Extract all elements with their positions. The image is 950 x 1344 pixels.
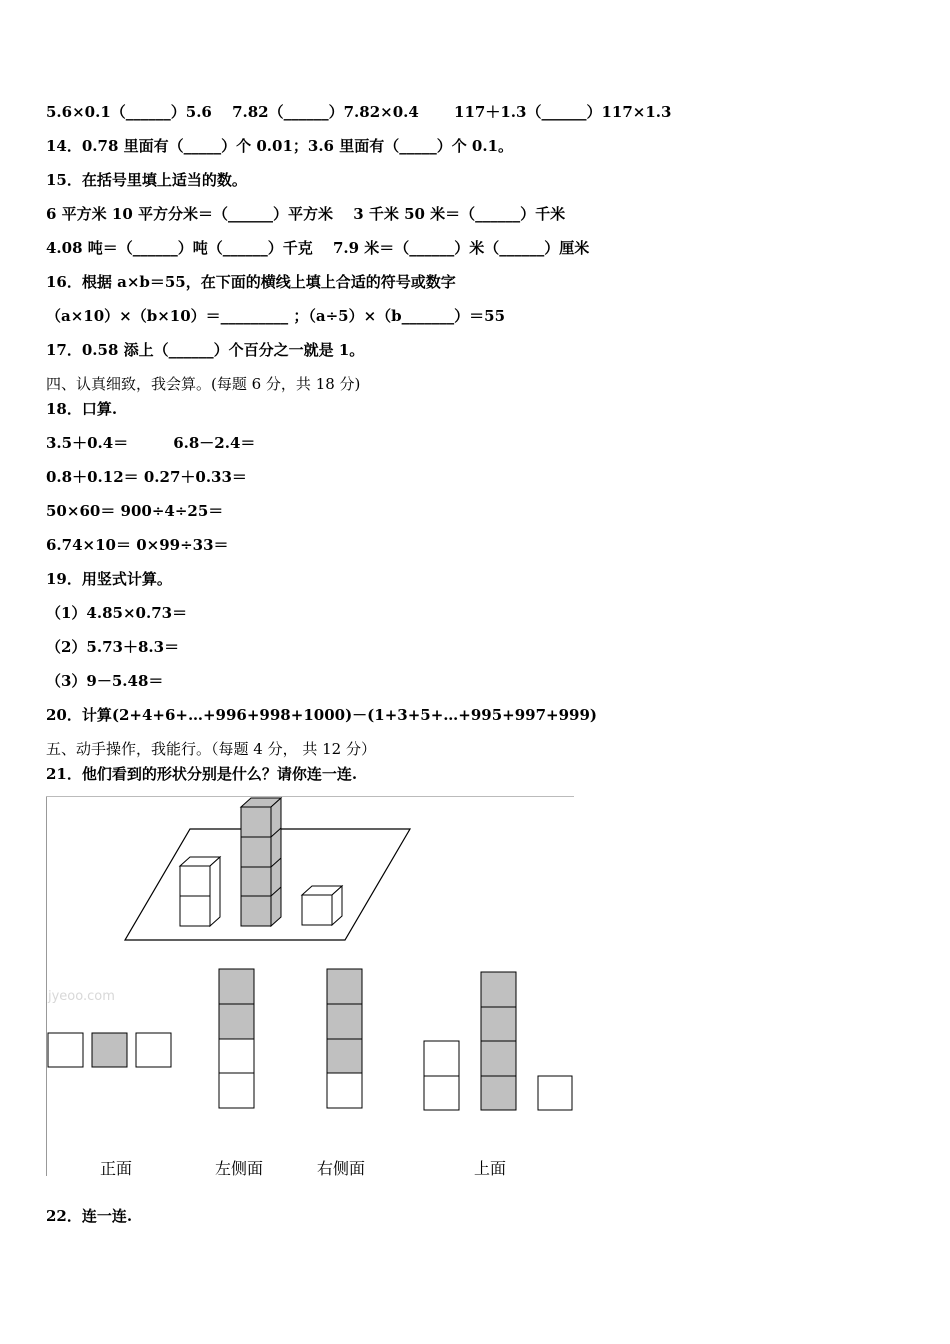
question-15-line1: 6 平方米 10 平方分米＝（______）平方米 3 千米 50 米＝（______）千米 — [46, 205, 566, 223]
label-top: 上面 — [474, 1159, 507, 1178]
question-18-title: 18．口算. — [46, 400, 118, 418]
section-4-heading: 四、认真细致，我会算。(每题 6 分，共 18 分) — [46, 375, 361, 393]
view-top — [424, 972, 572, 1110]
view-front — [48, 1033, 171, 1067]
vertical-calc-1: （1）4.85×0.73＝ — [46, 604, 188, 622]
cube-stack-left — [180, 857, 220, 926]
vertical-calc-3: （3）9－5.48＝ — [46, 672, 164, 690]
question-21-title: 21．他们看到的形状分别是什么？请你连一连. — [46, 765, 358, 783]
cube-single-right — [302, 886, 342, 925]
oral-calc-row-2: 0.8＋0.12＝ 0.27＋0.33＝ — [46, 468, 247, 486]
vertical-calc-2: （2）5.73＋8.3＝ — [46, 638, 180, 656]
question-15-title: 15．在括号里填上适当的数。 — [46, 171, 247, 189]
oral-calc-row-3: 50×60＝ 900÷4÷25＝ — [46, 502, 224, 520]
view-left-side — [219, 969, 254, 1108]
question-17: 17．0.58 添上（______）个百分之一就是 1。 — [46, 341, 365, 359]
label-left-side: 左侧面 — [215, 1159, 264, 1178]
question-19-title: 19．用竖式计算。 — [46, 570, 172, 588]
oral-calc-row-1: 3.5＋0.4＝ 6.8－2.4＝ — [46, 434, 256, 452]
question-13-line: 5.6×0.1（______）5.6 7.82（______）7.82×0.4 117＋1.3（______）117×1.3 — [46, 103, 672, 121]
question-16-title: 16．根据 a×b＝55，在下面的横线上填上合适的符号或数字 — [46, 273, 456, 291]
question-22-title: 22．连一连. — [46, 1207, 133, 1225]
view-right-side — [327, 969, 362, 1108]
oral-calc-row-4: 6.74×10＝ 0×99÷33＝ — [46, 536, 229, 554]
question-20: 20．计算(2+4+6+…+996+998+1000)－(1+3+5+…+995+997+999) — [46, 706, 598, 724]
cube-stack-middle — [241, 798, 281, 926]
watermark: jyeoo.com — [48, 989, 115, 1004]
question-15-line2: 4.08 吨＝（______）吨（______）千克 7.9 米＝（______）米（______）厘米 — [46, 239, 590, 257]
label-right-side: 右侧面 — [317, 1159, 366, 1178]
question-14: 14．0.78 里面有（_____）个 0.01；3.6 里面有（_____）个 0.1。 — [46, 137, 514, 155]
section-5-heading: 五、动手操作，我能行。（每题 4 分， 共 12 分） — [46, 740, 376, 758]
label-front: 正面 — [100, 1159, 133, 1178]
question-16-line: （a×10）×（b×10）＝_________ ；（a÷5）×（b_______）＝55 — [46, 307, 506, 325]
